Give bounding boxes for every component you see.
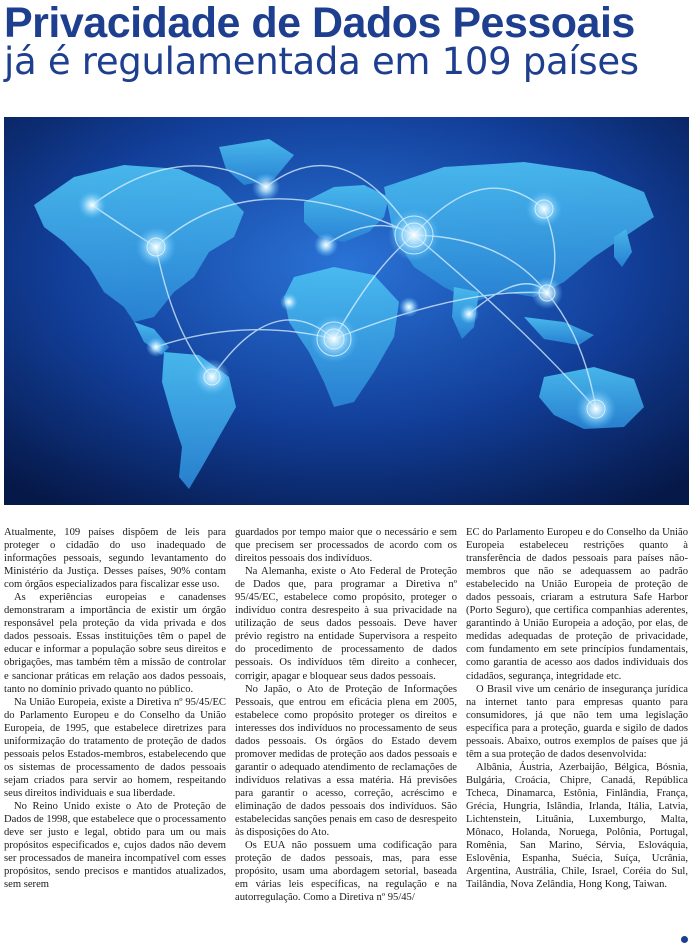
paragraph: EC do Parlamento Europeu e do Conselho da União Europeia estabeleceu restrições quanto à transferência de dados pessoais para países não-membros que não se adequassem ao padrão estabelecido na União Europeia de proteção de dados pessoais, criaram a estrutura Safe Harbor (Porto Seguro), que certifica companhias aderentes, garantindo à União Europeia a adoção, por elas, de medidas adequadas de proteção de privacidade, com fundamento em sete princípios fundamentais, como garantia de acesso aos dados individuais dos cidadãos, segurança, integridade etc.	[466, 527, 688, 682]
paragraph: No Reino Unido existe o Ato de Proteção de Dados de 1998, que estabelece que o processamento deve ser justo e legal, obtido para um ou mais propósitos especificados e, cujos dados não devem ser processados de maneira incompatível com esses propósitos, sendo precisos e mantidos atualizados, sem serem	[4, 800, 226, 891]
paragraph: As experiências europeias e canadenses demonstraram a importância de existir um órgão responsável pela proteção da vida privada e dos dados pessoais. Essas instituições têm o papel de educar e informar a população sobre seus direitos e obrigações, mas também têm a missão de controlar e sancionar práticas em relação aos dados pessoais, tanto no domínio privado quanto no público.	[4, 592, 226, 695]
article-subtitle: já é regulamentada em 109 países	[4, 40, 639, 83]
article-column-3	[466, 526, 688, 944]
paragraph: Albânia, Áustria, Azerbaijão, Bélgica, Bósnia, Bulgária, Croácia, Chipre, Canadá, República Tcheca, Dinamarca, Estônia, Finlândia, França, Grécia, Hungria, Islândia, Irlanda, Itália, Latvia, Lichtenstein, Lituânia, Luxemburgo, Malta, Mônaco, Holanda, Noruega, Polônia, Portugal, Romênia, San Marino, Sérvia, Eslováquia, Eslovênia, Espanha, Suécia, Suíça, Ucrânia, Argentina, Austrália, Chile, Israel, Coréia do Sul, Tailândia, Nova Zelândia, Hong Kong, Taiwan.	[466, 761, 688, 891]
article-column-1	[4, 526, 226, 944]
article-column-2	[235, 526, 457, 944]
article-body	[4, 526, 690, 944]
paragraph: Atualmente, 109 países dispõem de leis para proteger o cidadão do uso inadequado de informações pessoais, segundo levantamento do Ministério da Justiça. Desses países, 90% contam com órgãos especializados para fiscalizar esse uso.	[4, 527, 226, 591]
paragraph: Na União Europeia, existe a Diretiva nº 95/45/EC do Parlamento Europeu e do Conselho da União Europeia, de 1995, que estabelece diretrizes para uniformização do tratamento de proteção de dados pessoais pelos Estados-membros, estabelecendo que os sistemas de processamento de dados pessoais sejam criados para servir ao homem, respeitando seus direitos individuais e sua liberdade.	[4, 696, 226, 799]
paragraph: No Japão, o Ato de Proteção de Informações Pessoais, que entrou em eficácia plena em 2005, estabelece como propósito proteger os direitos e interesses dos indivíduos no processamento de seus dados pessoais. Os órgãos do Estado devem promover medidas de proteção aos dados pessoais e garantir o adequado atendimento de reclamações de indivíduos relativas a essa matéria. Há previsões para garantir o acesso, correção, acréscimo e eliminação de dados pessoais dos indivíduos. São estabelecidas sanções penais em caso de desrespeito às disposições do Ato.	[235, 683, 457, 839]
paragraph: Os EUA não possuem uma codificação para proteção de dados pessoais, mas, para esse propósito, usam uma abordagem setorial, baseada em várias leis específicas, na regulação e na autorregulação. Como a Diretiva nº 95/45/	[235, 840, 457, 904]
world-map-icon	[4, 117, 689, 505]
world-network-map-image	[4, 117, 689, 505]
paragraph: guardados por tempo maior que o necessário e sem que precisem ser processados de acordo com os direitos pessoais dos indivíduos.	[235, 527, 457, 565]
article-title: Privacidade de Dados Pessoais	[4, 0, 635, 47]
end-of-article-bullet-icon	[681, 936, 688, 943]
paragraph: Na Alemanha, existe o Ato Federal de Proteção de Dados que, para programar a Diretiva nº 95/45/EC, estabelece como propósito, proteger o indivíduo contra desrespeito à sua privacidade na utilização de seus dados pessoais. Deve haver prévio registro na entidade Supervisora a respeito do procedimento de processamento de dados pessoais. Os indivíduos têm direito a conhecer, corrigir, apagar e bloquear seus dados pessoais.	[235, 566, 457, 682]
paragraph: O Brasil vive um cenário de insegurança jurídica na internet tanto para empresas quanto para consumidores, já que não tem uma legislação específica para a proteção, guarda e sigilo de dados pessoais. Abaixo, outros exemplos de países que já têm a sua proteção de dados desenvolvida:	[466, 683, 688, 760]
